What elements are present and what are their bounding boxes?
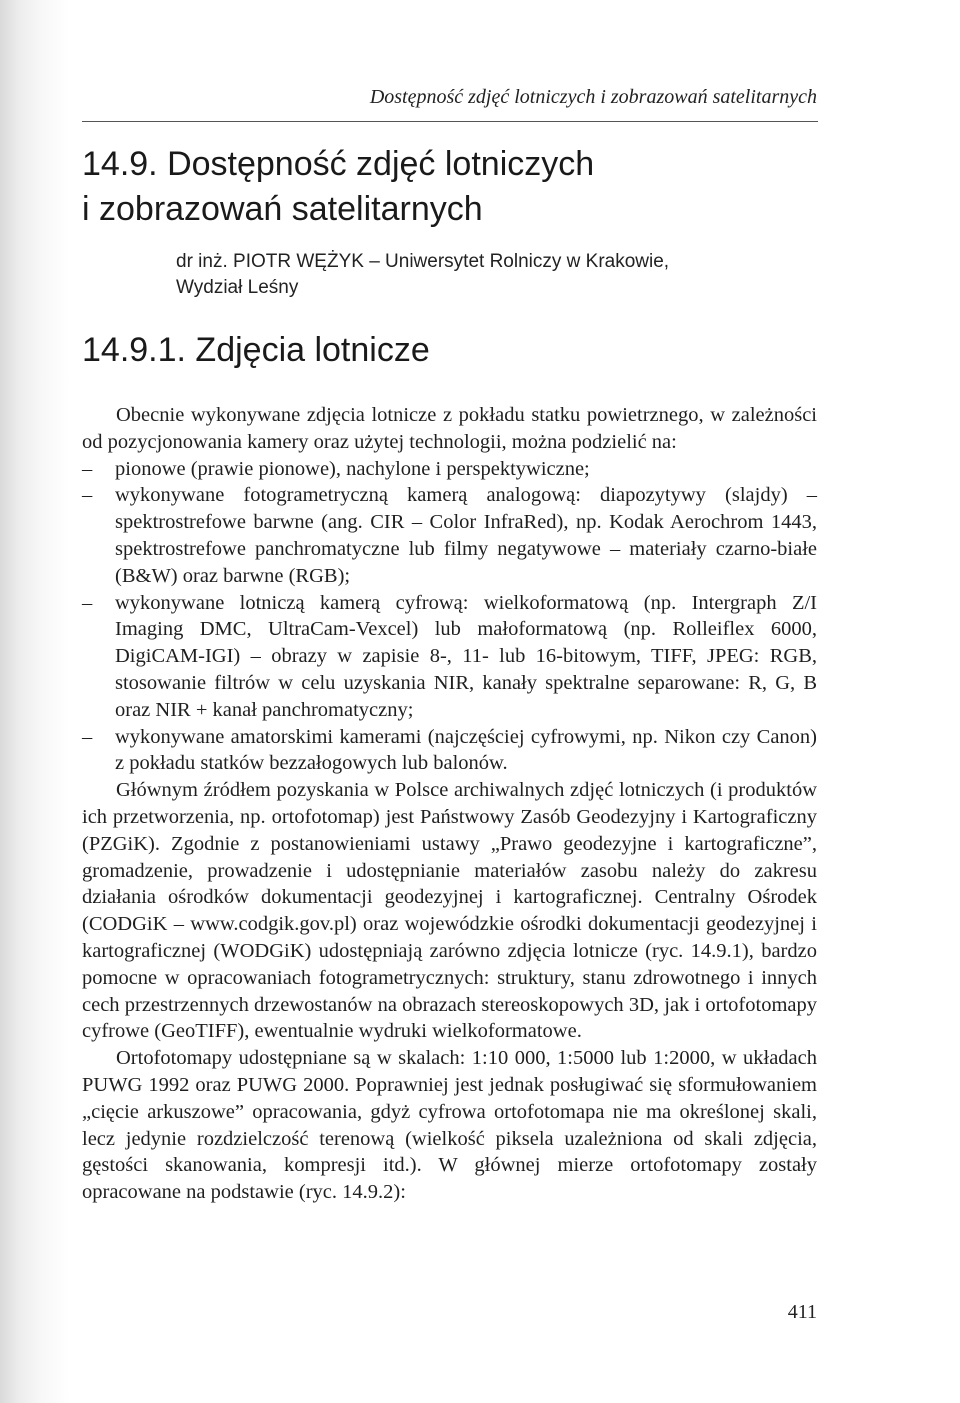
page-number: 411 [787,1301,817,1323]
author-line2: Wydział Leśny [176,277,299,298]
bullet-list [82,456,817,778]
author-line1: dr inż. PIOTR WĘŻYK – Uniwersytet Rolniczy w Krakowie, [176,251,670,272]
bullet-dash: – [82,591,93,614]
bullet-dash: – [82,457,93,480]
section-title: 14.9.1. Zdjęcia lotnicze [82,331,430,369]
list-item-text: wykonywane lotniczą kamerą cyfrową: wielkoformatową (np. Intergraph Z/I Imaging DMC, UltraCam-Vexcel) lub małoformatową (np. Rolleiflex 6000, DigiCAM-IGI) – obrazy w zapisie 8-, 11- lub 16-bitowym, TIFF, JPEG: RGB, stosowanie filtrów w celu uzyskania NIR, kanały spektralne separowane: R, G, B oraz NIR + kanał panchromatyczny; [115,591,817,721]
chapter-title [82,142,594,232]
running-header: Dostępność zdjęć lotniczych i zobrazowań satelitarnych [369,86,817,108]
paragraph-orthophotomaps: Ortofotomapy udostępniane są w skalach: 1:10 000, 1:5000 lub 1:2000, w układach PUWG 1992 oraz PUWG 2000. Poprawniej jest jednak posługiwać się sformułowaniem „cięcie arkuszowe” opracowania, gdyż cyfrowa ortofotomapa nie ma określonej skali, lecz jedynie rozdzielczość terenową (wielkość piksela uzależniona od skali zdjęcia, gęstości skanowania, kompresji itd.). W głównej mierze ortofotomapy zostały opracowane na podstawie (ryc. 14.9.2): [82,1047,817,1204]
body-text [82,402,817,1206]
bullet-dash: – [82,725,93,748]
list-item-text: pionowe (prawie pionowe), nachylone i perspektywiczne; [115,457,590,480]
list-item [82,590,817,724]
list-item [82,456,817,483]
list-item [82,724,817,778]
list-item-text: wykonywane fotogrametryczną kamerą analogową: diapozytywy (slajdy) – spektrostrefowe barwne (ang. CIR – Color InfraRed), np. Kodak Aerochrom 1443, spektrostrefowe panchromatyczne lub filmy negatywowe – materiały czarno-białe (B&W) oraz barwne (RGB); [115,484,817,587]
chapter-title-line1: 14.9. Dostępność zdjęć lotniczych [82,145,595,183]
bullet-dash: – [82,484,93,507]
chapter-title-line2: i zobrazowań satelitarnych [82,190,483,228]
paragraph-archives: Głównym źródłem pozyskania w Polsce archiwalnych zdjęć lotniczych (i produktów ich przetworzenia, np. ortofotomap) jest Państwowy Zasób Geodezyjny i Kartograficzny (PZGiK). Zgodnie z postanowieniami ustawy „Prawo geodezyjne i kartograficzne”, gromadzenie, prowadzenie i udostępnianie materiałów zasobu należy do zakresu działania ośrodków dokumentacji geodezyjnej i kartograficznej. Centralny Ośrodek (CODGiK – www.codgik.gov.pl) oraz wojewódzkie ośrodki dokumentacji geodezyjnej i kartograficznej (WODGiK) udostępniają zarówno zdjęcia lotnicze (ryc. 14.9.1), bardzo pomocne w opracowaniach fotogrametrycznych: struktury, stanu zdrowotnego i innych cech przestrzennych drzewostanów na obrazach stereoskopowych 3D, jak i ortofotomapy cyfrowe (GeoTIFF), ewentualnie wydruki wielkoformatowe. [82,779,817,1043]
author-affiliation [176,249,669,301]
intro-paragraph: Obecnie wykonywane zdjęcia lotnicze z pokładu statku powietrznego, w zależności od pozycjonowania kamery oraz użytej technologii, można podzielić na: [82,404,817,453]
header-rule [82,121,818,122]
list-item-text: wykonywane amatorskimi kamerami (najczęściej cyfrowymi, np. Nikon czy Canon) z pokładu statków bezzałogowych lub balonów. [115,725,817,775]
list-item [82,482,817,589]
